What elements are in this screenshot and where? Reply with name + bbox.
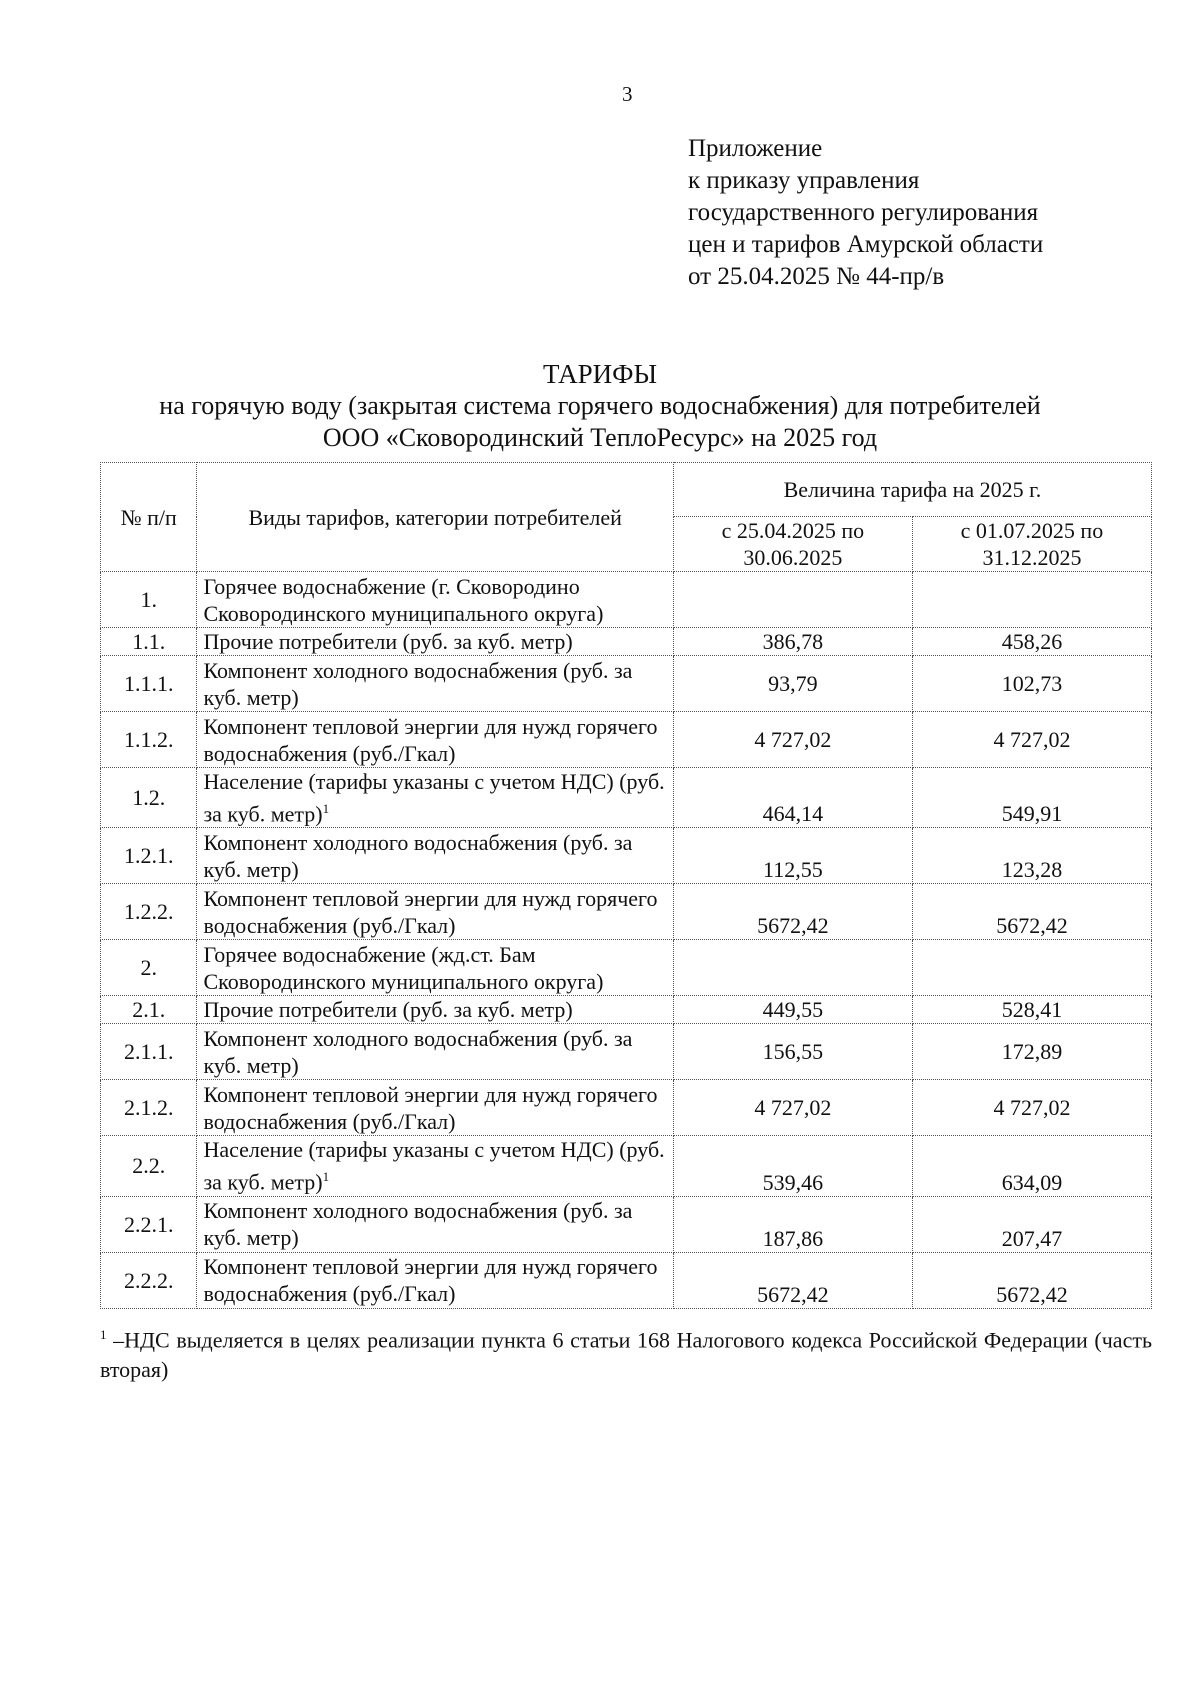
table-row — [101, 884, 1152, 940]
row-num: 2.1.1. — [101, 1024, 197, 1080]
appendix-line: Приложение — [688, 135, 823, 162]
row-value-period-1: 93,79 — [673, 656, 912, 712]
row-value-period-2: 634,09 — [912, 1136, 1151, 1196]
row-value-period-2: 4 727,02 — [912, 712, 1151, 768]
row-num: 1. — [101, 572, 197, 628]
row-value-period-2: 207,47 — [912, 1196, 1151, 1252]
row-num: 2. — [101, 940, 197, 996]
appendix-header — [688, 133, 1043, 293]
row-num: 1.1.2. — [101, 712, 197, 768]
row-value-period-2 — [912, 572, 1151, 628]
row-name: Компонент тепловой энергии для нужд горячего водоснабжения (руб./Гкал) — [197, 1252, 673, 1308]
row-value-period-2: 172,89 — [912, 1024, 1151, 1080]
appendix-line: цен и тарифов Амурской области — [688, 231, 1044, 258]
appendix-line: от 25.04.2025 № 44-пр/в — [688, 263, 945, 290]
row-value-period-1: 156,55 — [673, 1024, 912, 1080]
footnote-ref: 1 — [322, 1169, 330, 1185]
header-num: № п/п — [101, 463, 197, 572]
row-value-period-1: 4 727,02 — [673, 1080, 912, 1136]
table-row — [101, 1024, 1152, 1080]
row-num: 2.2.2. — [101, 1252, 197, 1308]
row-name: Компонент холодного водоснабжения (руб. за куб. метр) — [197, 1024, 673, 1080]
table-row — [101, 712, 1152, 768]
row-num: 1.1. — [101, 628, 197, 656]
footnote-ref: 1 — [322, 801, 330, 816]
row-value-period-2: 458,26 — [912, 628, 1151, 656]
table-row — [101, 828, 1152, 884]
row-name: Компонент тепловой энергии для нужд горячего водоснабжения (руб./Гкал) — [197, 884, 673, 940]
row-value-period-2: 102,73 — [912, 656, 1151, 712]
row-name: Горячее водоснабжение (жд.ст. Бам Сковородинского муниципального округа) — [197, 940, 673, 996]
footnote-text: –НДС выделяется в целях реализации пункта 6 статьи 168 Налогового кодекса Российской Федерации (часть вторая) — [100, 1327, 1152, 1383]
row-num: 1.1.1. — [101, 656, 197, 712]
document-title — [0, 358, 1200, 454]
row-num: 2.1.2. — [101, 1080, 197, 1136]
row-value-period-1: 187,86 — [673, 1196, 912, 1252]
appendix-line: государственного регулирования — [688, 199, 1039, 226]
row-value-period-1: 112,55 — [673, 828, 912, 884]
table-row — [101, 940, 1152, 996]
row-name: Прочие потребители (руб. за куб. метр) — [197, 996, 673, 1024]
table-row — [101, 572, 1152, 628]
title-subline: ООО «Сковородинский ТеплоРесурс» на 2025 год — [322, 423, 878, 452]
footnote-mark: 1 — [100, 1327, 107, 1342]
row-value-period-1: 464,14 — [673, 768, 912, 828]
table-row — [101, 1080, 1152, 1136]
appendix-line: к приказу управления — [688, 167, 920, 194]
table-row — [101, 1196, 1152, 1252]
table-row — [101, 1136, 1152, 1196]
row-num: 1.2.2. — [101, 884, 197, 940]
row-value-period-1 — [673, 572, 912, 628]
row-value-period-1 — [673, 940, 912, 996]
row-value-period-1: 5672,42 — [673, 1252, 912, 1308]
header-period-2: с 01.07.2025 по 31.12.2025 — [912, 517, 1151, 572]
row-value-period-2: 123,28 — [912, 828, 1151, 884]
table-row — [101, 768, 1152, 828]
title-subline: на горячую воду (закрытая система горячего водоснабжения) для потребителей — [159, 391, 1041, 420]
row-name: Население (тарифы указаны с учетом НДС) (руб. за куб. метр)$^1$ — [197, 1136, 673, 1196]
row-num: 2.1. — [101, 996, 197, 1024]
row-value-period-2: 4 727,02 — [912, 1080, 1151, 1136]
footnote — [100, 1320, 1152, 1385]
row-value-period-2: 5672,42 — [912, 1252, 1151, 1308]
table-row — [101, 996, 1152, 1024]
row-num: 2.2.1. — [101, 1196, 197, 1252]
row-value-period-2: 528,41 — [912, 996, 1151, 1024]
table-row — [101, 656, 1152, 712]
row-name: Компонент тепловой энергии для нужд горячего водоснабжения (руб./Гкал) — [197, 712, 673, 768]
title-heading: ТАРИФЫ — [542, 359, 658, 389]
row-value-period-2: 5672,42 — [912, 884, 1151, 940]
table-row — [101, 628, 1152, 656]
row-name: Компонент холодного водоснабжения (руб. за куб. метр) — [197, 656, 673, 712]
table-row — [101, 1252, 1152, 1308]
row-name: Компонент холодного водоснабжения (руб. за куб. метр) — [197, 828, 673, 884]
row-value-period-1: 4 727,02 — [673, 712, 912, 768]
header-period-1: с 25.04.2025 по 30.06.2025 — [673, 517, 912, 572]
row-value-period-1: 449,55 — [673, 996, 912, 1024]
row-num: 2.2. — [101, 1136, 197, 1196]
row-value-period-1: 5672,42 — [673, 884, 912, 940]
header-value-group: Величина тарифа на 2025 г. — [673, 463, 1151, 517]
row-value-period-1: 539,46 — [673, 1136, 912, 1196]
header-name: Виды тарифов, категории потребителей — [197, 463, 673, 572]
row-name: Население (тарифы указаны с учетом НДС) (руб. за куб. метр)$^1$ — [197, 768, 673, 828]
row-name: Компонент холодного водоснабжения (руб. за куб. метр) — [197, 1196, 673, 1252]
row-name: Прочие потребители (руб. за куб. метр) — [197, 628, 673, 656]
row-name: Компонент тепловой энергии для нужд горячего водоснабжения (руб./Гкал) — [197, 1080, 673, 1136]
row-value-period-2 — [912, 940, 1151, 996]
row-name: Горячее водоснабжение (г. Сковородино Сковородинского муниципального округа) — [197, 572, 673, 628]
tariffs-table — [100, 462, 1152, 1309]
row-value-period-1: 386,78 — [673, 628, 912, 656]
row-num: 1.2.1. — [101, 828, 197, 884]
page-number: 3 — [622, 82, 633, 106]
row-num: 1.2. — [101, 768, 197, 828]
row-value-period-2: 549,91 — [912, 768, 1151, 828]
